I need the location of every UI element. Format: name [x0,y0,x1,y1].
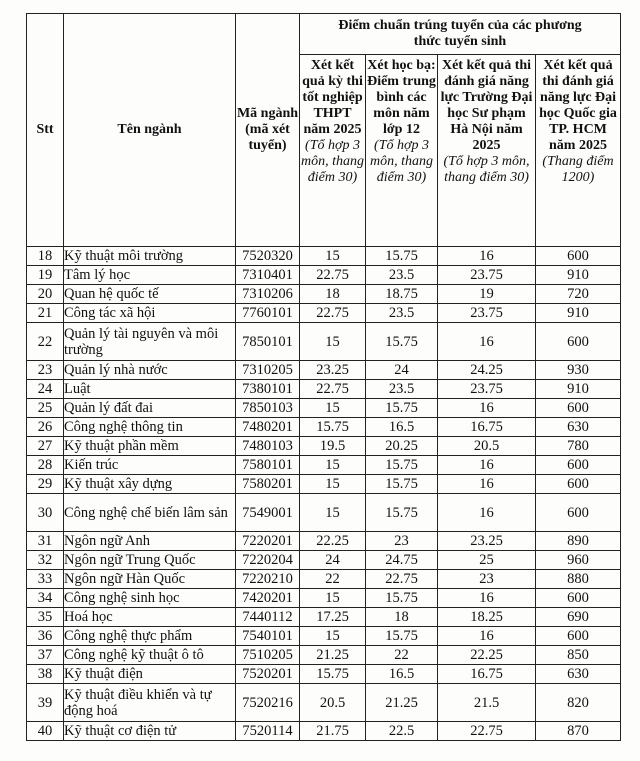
row-score-hnue: 18.25 [438,608,536,627]
table-header [27,14,621,247]
row-score-thpt: 15 [300,399,366,418]
row-score-hnue: 23.25 [438,532,536,551]
row-score-vnuhcm: 960 [536,551,621,570]
row-score-hocba: 21.25 [366,684,438,722]
table-row [27,323,621,361]
row-score-hocba: 24 [366,361,438,380]
row-score-thpt: 15 [300,475,366,494]
row-score-hocba: 15.75 [366,475,438,494]
table-row [27,627,621,646]
row-stt: 21 [27,304,64,323]
row-score-thpt: 24 [300,551,366,570]
row-major-code: 7760101 [236,304,300,323]
row-score-thpt: 20.5 [300,684,366,722]
row-score-vnuhcm: 600 [536,494,621,532]
row-score-hnue: 16 [438,247,536,266]
row-major-name: Hoá học [64,608,236,627]
row-stt: 23 [27,361,64,380]
row-score-hocba: 15.75 [366,247,438,266]
row-score-vnuhcm: 690 [536,608,621,627]
row-score-thpt: 22.75 [300,380,366,399]
row-score-hocba: 15.75 [366,399,438,418]
row-score-hocba: 24.75 [366,551,438,570]
row-score-hnue: 23.75 [438,304,536,323]
row-stt: 40 [27,722,64,741]
header-method-hnue [438,55,536,247]
row-major-code: 7220201 [236,532,300,551]
row-score-thpt: 15 [300,247,366,266]
row-major-code: 7480103 [236,437,300,456]
row-major-name: Ngôn ngữ Anh [64,532,236,551]
row-score-hnue: 22.25 [438,646,536,665]
table-row [27,532,621,551]
row-score-hnue: 16.75 [438,418,536,437]
row-score-thpt: 21.25 [300,646,366,665]
row-major-code: 7520216 [236,684,300,722]
row-score-vnuhcm: 630 [536,665,621,684]
row-score-vnuhcm: 600 [536,589,621,608]
row-stt: 26 [27,418,64,437]
row-stt: 18 [27,247,64,266]
table-row [27,247,621,266]
table-row [27,304,621,323]
row-major-name: Kỹ thuật môi trường [64,247,236,266]
row-score-thpt: 21.75 [300,722,366,741]
row-score-vnuhcm: 910 [536,380,621,399]
row-major-name: Kiến trúc [64,456,236,475]
row-score-thpt: 22.25 [300,532,366,551]
row-score-hnue: 23.75 [438,266,536,285]
header-stt: Stt [27,14,64,247]
row-score-vnuhcm: 820 [536,684,621,722]
row-major-name: Công nghệ kỹ thuật ô tô [64,646,236,665]
row-stt: 25 [27,399,64,418]
row-major-name: Kỹ thuật xây dựng [64,475,236,494]
row-stt: 28 [27,456,64,475]
table-row [27,266,621,285]
row-major-code: 7310401 [236,266,300,285]
table-row [27,361,621,380]
method-vnuhcm-note: (Thang điểm 1200) [542,154,614,185]
row-major-code: 7549001 [236,494,300,532]
method-hnue-title: Xét kết quả thi đánh giá năng lực Trường Đại học Sư phạm Hà Nội năm 2025 [440,58,533,153]
row-score-thpt: 15 [300,494,366,532]
row-score-vnuhcm: 880 [536,570,621,589]
row-score-hocba: 20.25 [366,437,438,456]
row-stt: 39 [27,684,64,722]
table-row [27,380,621,399]
row-score-hnue: 19 [438,285,536,304]
table-row [27,437,621,456]
row-score-hocba: 22.5 [366,722,438,741]
row-score-vnuhcm: 910 [536,266,621,285]
row-major-code: 7580101 [236,456,300,475]
row-score-thpt: 18 [300,285,366,304]
method-hocba-note: (Tổ hợp 3 môn, thang điểm 30) [370,138,433,185]
row-score-vnuhcm: 600 [536,399,621,418]
row-score-hocba: 23.5 [366,304,438,323]
row-score-vnuhcm: 870 [536,722,621,741]
header-method-thpt [300,55,366,247]
row-score-thpt: 19.5 [300,437,366,456]
row-major-name: Quản lý nhà nước [64,361,236,380]
row-score-vnuhcm: 890 [536,532,621,551]
row-score-vnuhcm: 930 [536,361,621,380]
row-score-thpt: 22.75 [300,266,366,285]
table-body [27,247,621,741]
row-score-hnue: 22.75 [438,722,536,741]
row-stt: 29 [27,475,64,494]
method-hocba-title: Xét học bạ: Điểm trung bình các môn năm lớp 12 [367,58,436,137]
row-score-hnue: 16 [438,589,536,608]
table-row [27,684,621,722]
row-stt: 24 [27,380,64,399]
header-method-vnuhcm [536,55,621,247]
row-major-name: Tâm lý học [64,266,236,285]
row-score-hnue: 16 [438,475,536,494]
row-score-hocba: 16.5 [366,665,438,684]
row-score-thpt: 15.75 [300,665,366,684]
row-score-thpt: 15 [300,627,366,646]
row-major-code: 7520114 [236,722,300,741]
row-score-hocba: 23 [366,532,438,551]
row-score-thpt: 17.25 [300,608,366,627]
row-score-thpt: 15 [300,589,366,608]
row-score-vnuhcm: 780 [536,437,621,456]
row-major-name: Kỹ thuật cơ điện tử [64,722,236,741]
table-row [27,551,621,570]
row-stt: 20 [27,285,64,304]
row-major-code: 7850101 [236,323,300,361]
row-score-vnuhcm: 600 [536,475,621,494]
row-score-hnue: 25 [438,551,536,570]
row-score-hnue: 16.75 [438,665,536,684]
row-score-hocba: 18 [366,608,438,627]
row-score-hocba: 15.75 [366,589,438,608]
row-score-hocba: 15.75 [366,627,438,646]
row-score-thpt: 15 [300,456,366,475]
table-row [27,456,621,475]
header-major-code: Mã ngành (mã xét tuyển) [236,14,300,247]
row-major-name: Công nghệ sinh học [64,589,236,608]
row-major-code: 7420201 [236,589,300,608]
row-score-hnue: 23 [438,570,536,589]
row-score-vnuhcm: 600 [536,627,621,646]
table-row [27,399,621,418]
row-major-code: 7310206 [236,285,300,304]
row-score-hocba: 15.75 [366,456,438,475]
row-score-thpt: 15.75 [300,418,366,437]
row-score-thpt: 15 [300,323,366,361]
row-score-hocba: 16.5 [366,418,438,437]
row-score-hnue: 16 [438,323,536,361]
row-score-vnuhcm: 600 [536,323,621,361]
row-major-name: Ngôn ngữ Hàn Quốc [64,570,236,589]
row-major-name: Công nghệ thông tin [64,418,236,437]
row-score-hnue: 24.25 [438,361,536,380]
row-major-name: Luật [64,380,236,399]
row-score-vnuhcm: 600 [536,456,621,475]
row-major-name: Kỹ thuật phần mềm [64,437,236,456]
row-major-name: Công nghệ thực phẩm [64,627,236,646]
row-stt: 34 [27,589,64,608]
row-major-code: 7540101 [236,627,300,646]
table-row [27,418,621,437]
row-score-hnue: 23.75 [438,380,536,399]
row-major-code: 7520201 [236,665,300,684]
header-major-name: Tên ngành [64,14,236,247]
row-major-name: Quan hệ quốc tế [64,285,236,304]
method-thpt-title: Xét kết quả kỳ thi tốt nghiệp THPT năm 2025 [302,58,363,137]
row-score-hocba: 15.75 [366,323,438,361]
table-row [27,608,621,627]
row-major-name: Kỹ thuật điều khiển và tự động hoá [64,684,236,722]
row-score-hnue: 21.5 [438,684,536,722]
row-major-code: 7440112 [236,608,300,627]
row-stt: 38 [27,665,64,684]
method-vnuhcm-title: Xét kết quả thi đánh giá năng lực Đại học Quốc gia TP. HCM năm 2025 [539,58,617,153]
row-stt: 31 [27,532,64,551]
row-score-vnuhcm: 720 [536,285,621,304]
row-stt: 32 [27,551,64,570]
method-thpt-note: (Tổ hợp 3 môn, thang điểm 30) [301,138,364,185]
row-score-hnue: 16 [438,456,536,475]
row-major-code: 7510205 [236,646,300,665]
row-score-hocba: 22.75 [366,570,438,589]
row-stt: 27 [27,437,64,456]
row-score-vnuhcm: 910 [536,304,621,323]
row-score-vnuhcm: 630 [536,418,621,437]
row-score-hnue: 20.5 [438,437,536,456]
row-major-code: 7310205 [236,361,300,380]
row-score-hocba: 18.75 [366,285,438,304]
table-row [27,570,621,589]
row-score-hocba: 15.75 [366,494,438,532]
row-major-code: 7480201 [236,418,300,437]
row-major-code: 7380101 [236,380,300,399]
row-major-code: 7580201 [236,475,300,494]
method-hnue-note: (Tổ hợp 3 môn, thang điểm 30) [443,154,530,185]
table-row [27,494,621,532]
row-score-thpt: 23.25 [300,361,366,380]
row-score-hocba: 22 [366,646,438,665]
row-major-code: 7220210 [236,570,300,589]
row-major-code: 7850103 [236,399,300,418]
table-row [27,589,621,608]
row-stt: 33 [27,570,64,589]
table-row [27,665,621,684]
admission-scores-table [26,13,621,741]
row-score-thpt: 22.75 [300,304,366,323]
table-row [27,646,621,665]
row-stt: 37 [27,646,64,665]
row-score-hocba: 23.5 [366,380,438,399]
row-stt: 36 [27,627,64,646]
row-major-name: Quản lý đất đai [64,399,236,418]
row-stt: 19 [27,266,64,285]
header-method-hocba [366,55,438,247]
row-stt: 22 [27,323,64,361]
row-major-name: Ngôn ngữ Trung Quốc [64,551,236,570]
row-major-name: Kỹ thuật điện [64,665,236,684]
row-stt: 35 [27,608,64,627]
row-major-name: Công nghệ chế biến lâm sản [64,494,236,532]
table-row [27,285,621,304]
row-score-hnue: 16 [438,627,536,646]
row-score-hnue: 16 [438,399,536,418]
row-major-code: 7220204 [236,551,300,570]
row-stt: 30 [27,494,64,532]
table-row [27,722,621,741]
row-score-vnuhcm: 850 [536,646,621,665]
row-score-vnuhcm: 600 [536,247,621,266]
row-major-name: Công tác xã hội [64,304,236,323]
row-major-name: Quản lý tài nguyên và môi trường [64,323,236,361]
header-score-group: Điểm chuẩn trúng tuyển của các phương thức tuyển sinh [300,14,621,55]
row-score-hocba: 23.5 [366,266,438,285]
table-row [27,475,621,494]
row-score-thpt: 22 [300,570,366,589]
row-score-hnue: 16 [438,494,536,532]
row-major-code: 7520320 [236,247,300,266]
